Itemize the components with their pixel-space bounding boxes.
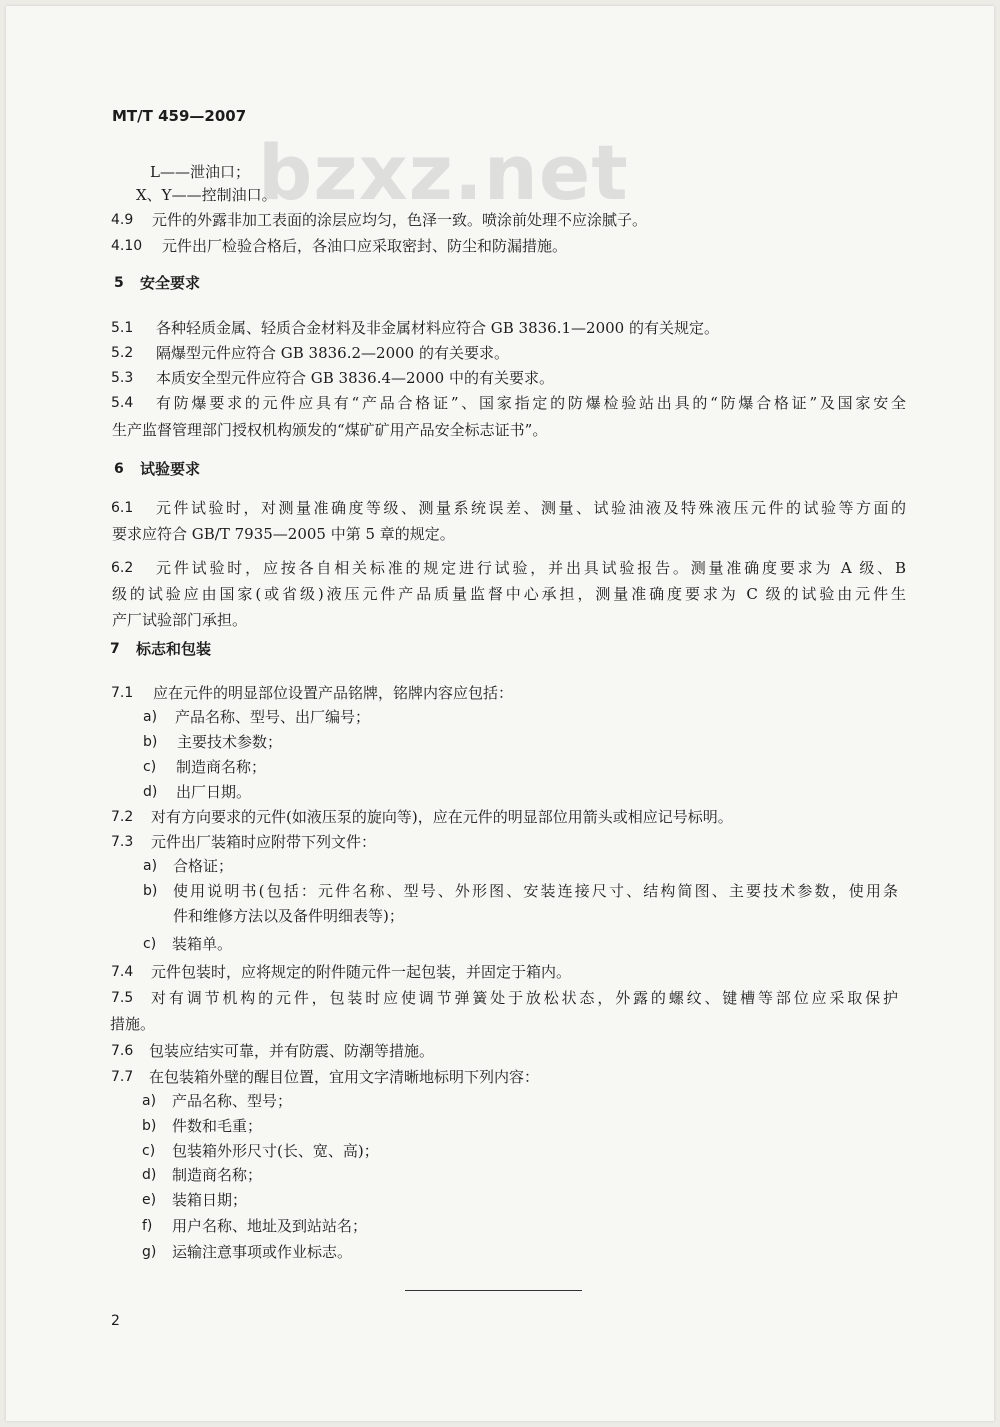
line-text: 元件包装时，应将规定的附件随元件一起包装，并固定于箱内。 <box>151 963 572 981</box>
clause-number: c) <box>143 936 157 952</box>
document-id: MT/T 459—2007 <box>112 107 247 125</box>
clause-number: 5.4 <box>111 395 134 411</box>
section-number: 5 <box>114 275 124 291</box>
clause-number: 5.2 <box>111 345 134 361</box>
line-text: 主要技术参数； <box>177 733 283 751</box>
clause-number: 6.2 <box>111 560 134 576</box>
clause-number: 7.1 <box>111 685 134 701</box>
line-text: 元件出厂装箱时应附带下列文件： <box>151 833 377 851</box>
line-text: X、Y——控制油口。 <box>136 186 277 204</box>
line-text: 有防爆要求的元件应具有“产品合格证”、国家指定的防爆检验站出具的“防爆合格证”及国家安全 <box>156 394 906 412</box>
line-text: 元件试验时，对测量准确度等级、测量系统误差、测量、试验油液及特殊液压元件的试验等方面的 <box>156 499 906 517</box>
clause-number: 4.9 <box>111 212 134 228</box>
clause-number: g) <box>142 1244 157 1260</box>
section-title: 试验要求 <box>140 460 201 478</box>
clause-number: 7.4 <box>111 964 134 980</box>
line-text: 制造商名称； <box>176 758 267 776</box>
line-text: 元件出厂检验合格后，各油口应采取密封、防尘和防漏措施。 <box>162 237 568 255</box>
line-text: 产品名称、型号、出厂编号； <box>175 708 371 726</box>
line-text: L——泄油口； <box>150 163 250 181</box>
line-text: 元件试验时，应按各自相关标准的规定进行试验，并出具试验报告。测量准确度要求为 A 级、B <box>156 559 906 577</box>
line-text: 产品名称、型号； <box>172 1092 293 1110</box>
line-text: 制造商名称； <box>172 1166 263 1184</box>
clause-number: d) <box>142 1167 157 1183</box>
line-text: 各种轻质金属、轻质合金材料及非金属材料应符合 GB 3836.1—2000 的有关规定。 <box>156 319 719 337</box>
section-number: 6 <box>114 461 124 477</box>
clause-number: a) <box>143 858 158 874</box>
section-title: 标志和包装 <box>136 640 212 658</box>
line-text: 隔爆型元件应符合 GB 3836.2—2000 的有关要求。 <box>156 344 509 362</box>
line-text: 用户名称、地址及到站站名； <box>172 1217 368 1235</box>
line-text: 要求应符合 GB/T 7935—2005 中第 5 章的规定。 <box>112 525 455 543</box>
clause-number: c) <box>142 1143 156 1159</box>
line-text: 生产监督管理部门授权机构颁发的“煤矿矿用产品安全标志证书”。 <box>112 421 548 439</box>
clause-number: b) <box>143 883 158 899</box>
clause-number: a) <box>142 1093 157 1109</box>
line-text: 对有方向要求的元件(如液压泵的旋向等)，应在元件的明显部位用箭头或相应记号标明。 <box>151 808 733 826</box>
end-rule <box>405 1290 582 1291</box>
line-text: 使用说明书(包括：元件名称、型号、外形图、安装连接尺寸、结构简图、主要技术参数，使用条 <box>173 882 898 900</box>
clause-number: 5.1 <box>111 320 134 336</box>
section-title: 安全要求 <box>140 274 201 292</box>
line-text: 应在元件的明显部位设置产品铭牌，铭牌内容应包括： <box>153 684 514 702</box>
clause-number: 7.3 <box>111 834 134 850</box>
clause-number: b) <box>142 1118 157 1134</box>
clause-number: 7.5 <box>111 990 134 1006</box>
clause-number: 6.1 <box>111 500 134 516</box>
clause-number: 7.2 <box>111 809 134 825</box>
clause-number: 4.10 <box>111 238 143 254</box>
clause-number: f) <box>142 1218 153 1234</box>
line-text: 措施。 <box>110 1015 156 1033</box>
line-text: 包装应结实可靠，并有防震、防潮等措施。 <box>149 1042 435 1060</box>
line-text: 对有调节机构的元件，包装时应使调节弹簧处于放松状态，外露的螺纹、键槽等部位应采取保护 <box>151 989 898 1007</box>
section-number: 7 <box>110 641 120 657</box>
clause-number: a) <box>143 709 158 725</box>
clause-number: e) <box>142 1192 157 1208</box>
watermark: bzxz.net <box>258 128 629 217</box>
line-text: 产厂试验部门承担。 <box>112 611 248 629</box>
clause-number: b) <box>143 734 158 750</box>
line-text: 件数和毛重； <box>172 1117 263 1135</box>
line-text: 级的试验应由国家(或省级)液压元件产品质量监督中心承担，测量准确度要求为 C 级的试验由元件生 <box>112 585 906 603</box>
page-number: 2 <box>111 1313 120 1329</box>
line-text: 元件的外露非加工表面的涂层应均匀，色泽一致。喷涂前处理不应涂腻子。 <box>152 211 648 229</box>
line-text: 合格证； <box>173 857 234 875</box>
line-text: 本质安全型元件应符合 GB 3836.4—2000 中的有关要求。 <box>156 369 554 387</box>
line-text: 装箱单。 <box>172 935 233 953</box>
line-text: 包装箱外形尺寸(长、宽、高)； <box>172 1142 379 1160</box>
clause-number: 7.6 <box>111 1043 134 1059</box>
line-text: 在包装箱外壁的醒目位置，宜用文字清晰地标明下列内容： <box>149 1068 540 1086</box>
clause-number: c) <box>143 759 157 775</box>
line-text: 装箱日期； <box>172 1191 248 1209</box>
line-text: 运输注意事项或作业标志。 <box>172 1243 353 1261</box>
line-text: 出厂日期。 <box>176 783 252 801</box>
line-text: 件和维修方法以及备件明细表等)； <box>173 907 404 925</box>
clause-number: d) <box>143 784 158 800</box>
clause-number: 7.7 <box>111 1069 134 1085</box>
clause-number: 5.3 <box>111 370 134 386</box>
